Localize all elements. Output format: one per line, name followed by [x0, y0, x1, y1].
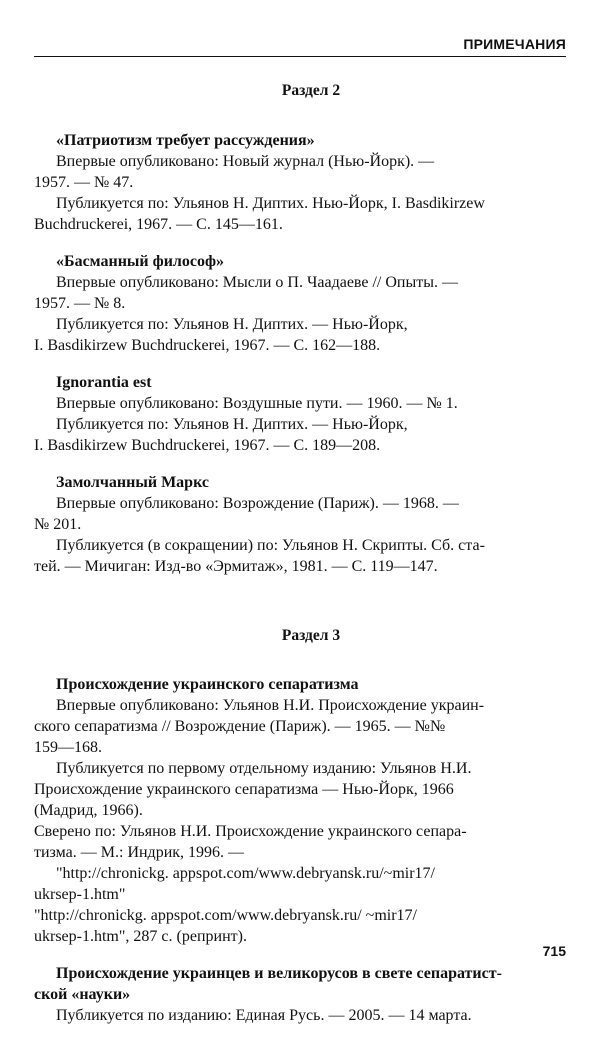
- published-by: [34, 314, 566, 356]
- title-line: ской «науки»: [34, 986, 131, 1003]
- text-line: Впервые опубликовано: Воздушные пути. — 1960. — № 1.: [56, 395, 458, 412]
- text-line: ukrsep-1.htm": [34, 886, 126, 903]
- entry-title: Ignorantia est: [56, 374, 152, 391]
- text-line: Публикуется по: Ульянов Н. Диптих. Нью-Йорк, I. Basdikirzew: [56, 195, 485, 212]
- text-line: Публикуется по: Ульянов Н. Диптих. — Нью-Йорк,: [56, 416, 408, 433]
- section-title: Раздел 3: [281, 627, 341, 644]
- entry-title: Замолчанный Маркс: [56, 474, 209, 491]
- text-line: Происхождение украинского сепаратизма — Нью-Йорк, 1966: [34, 781, 454, 798]
- text-line: (Мадрид, 1966).: [34, 802, 143, 819]
- page-number: 715: [542, 943, 566, 959]
- verified-by: [34, 821, 566, 863]
- published-by: [56, 1005, 566, 1026]
- first-published: [34, 493, 566, 535]
- entry-title: [34, 963, 566, 1005]
- section-title: Раздел 2: [281, 82, 341, 99]
- page-content: [34, 60, 566, 1042]
- text-line: Впервые опубликовано: Мысли о П. Чаадаеве // Опыты. —: [56, 274, 458, 291]
- first-published: [56, 393, 566, 414]
- text-line: 159—168.: [34, 739, 102, 756]
- header-rule: [34, 56, 566, 57]
- text-line: № 201.: [34, 516, 82, 533]
- title-line: Происхождение украинцев и великорусов в свете сепаратист-: [56, 965, 502, 982]
- text-line: Впервые опубликовано: Новый журнал (Нью-Йорк). —: [56, 153, 435, 170]
- text-line: ukrsep-1.htm", 287 с. (репринт).: [34, 928, 247, 945]
- text-line: I. Basdikirzew Buchdruckerei, 1967. — С. 189—208.: [34, 437, 381, 454]
- source-link: [34, 905, 566, 947]
- published-by: [34, 758, 566, 821]
- first-published: [34, 272, 566, 314]
- text-line: Сверено по: Ульянов Н.И. Происхождение украинского сепара-: [34, 823, 467, 840]
- note-entry: [34, 130, 566, 235]
- entry-title: Происхождение украинского сепаратизма: [56, 676, 359, 693]
- text-line: 1957. — № 8.: [34, 295, 126, 312]
- text-line: ского сепаратизма // Возрождение (Париж). — 1965. — №№: [34, 718, 446, 735]
- text-line: Впервые опубликовано: Ульянов Н.И. Происхождение украин-: [56, 697, 485, 714]
- text-line: Впервые опубликовано: Возрождение (Париж). — 1968. —: [56, 495, 459, 512]
- entry-title: «Басманный философ»: [56, 253, 225, 270]
- entry-title: «Патриотизм требует рассуждения»: [56, 132, 315, 149]
- text-line: Buchdruckerei, 1967. — С. 145—161.: [34, 216, 283, 233]
- text-line: "http://chronickg. appspot.com/www.debryansk.ru/ ~mir17/: [34, 907, 417, 924]
- note-entry: [34, 472, 566, 577]
- text-line: Публикуется по первому отдельному изданию: Ульянов Н.И.: [56, 760, 472, 777]
- text-line: "http://chronickg. appspot.com/www.debryansk.ru/~mir17/: [56, 865, 435, 882]
- published-by: [34, 193, 566, 235]
- text-line: тизма. — М.: Индрик, 1996. —: [34, 844, 245, 861]
- note-entry: [34, 963, 566, 1026]
- text-line: тей. — Мичиган: Изд-во «Эрмитаж», 1981. — С. 119—147.: [34, 558, 438, 575]
- running-head: ПРИМЕЧАНИЯ: [463, 36, 566, 52]
- published-by: [34, 414, 566, 456]
- source-link: [34, 863, 566, 905]
- text-line: Публикуется по изданию: Единая Русь. — 2005. — 14 марта.: [56, 1007, 472, 1024]
- text-line: I. Basdikirzew Buchdruckerei, 1967. — С. 162—188.: [34, 337, 381, 354]
- note-entry: [34, 251, 566, 356]
- text-line: Публикуется по: Ульянов Н. Диптих. — Нью-Йорк,: [56, 316, 408, 333]
- published-by: [34, 535, 566, 577]
- text-line: Публикуется (в сокращении) по: Ульянов Н. Скрипты. Сб. ста-: [56, 537, 485, 554]
- first-published: [34, 695, 566, 758]
- note-entry: [34, 674, 566, 947]
- first-published: [34, 151, 566, 193]
- text-line: 1957. — № 47.: [34, 174, 134, 191]
- note-entry: [34, 372, 566, 456]
